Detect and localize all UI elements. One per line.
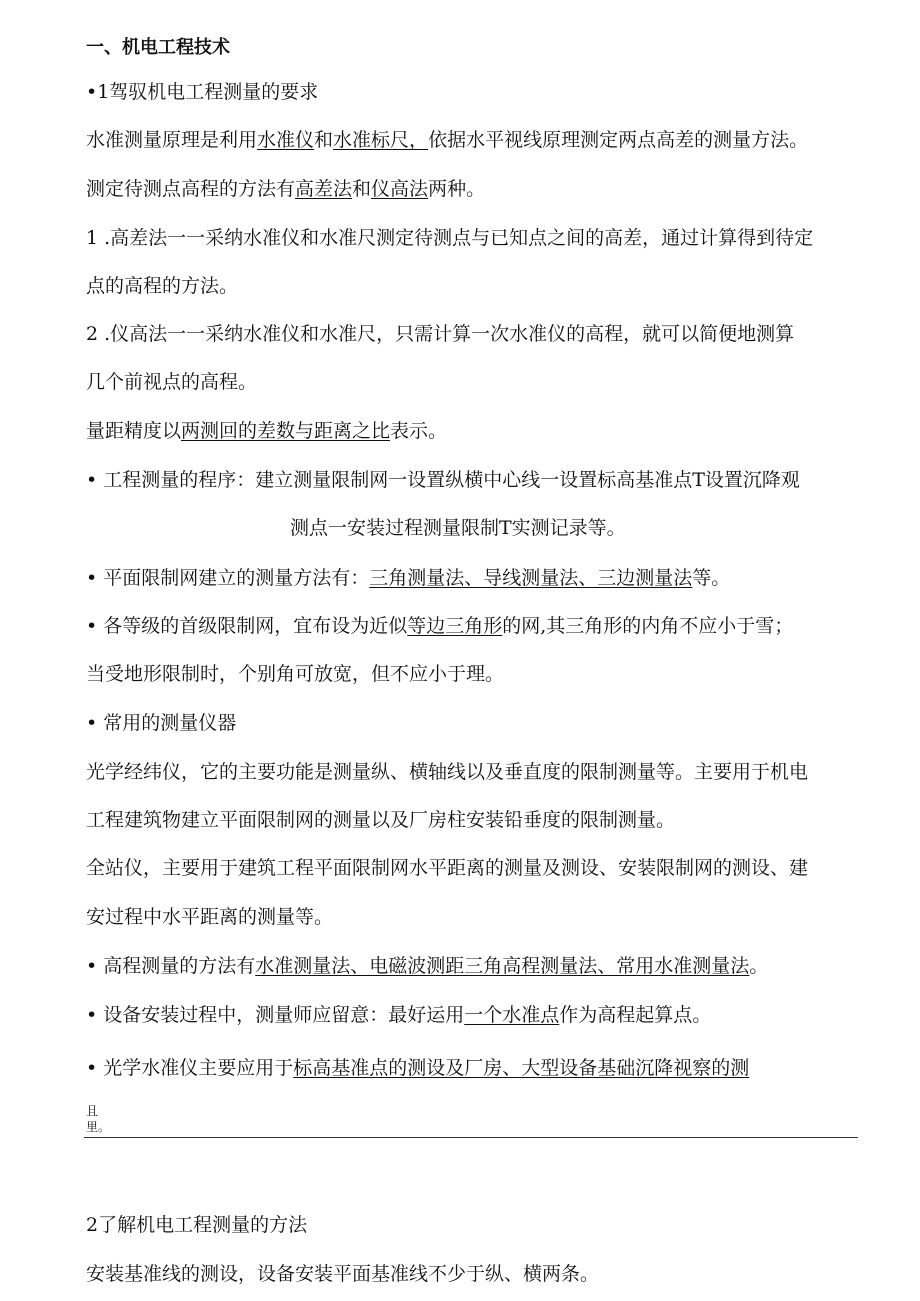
paragraph-theodolite-line-2: 工程建筑物建立平面限制网的测量以及厂房柱安装铅垂度的限制测量。 (86, 809, 676, 831)
paragraph-distance-accuracy: 量距精度以两测回的差数与距离之比表示。 (86, 420, 448, 442)
footnote-line-2: 里。 (86, 1120, 111, 1134)
paragraph-baseline: 安装基准线的测设，设备安装平面基准线不少于纵、横两条。 (86, 1263, 600, 1285)
bullet-common-instruments: • 常用的测量仪器 (86, 712, 237, 734)
bullet-primary-network-line-1: • 各等级的首级限制网，宜布设为近似等边三角形的网,其三角形的内角不应小于雪； (86, 615, 794, 637)
bullet-benchmark: • 设备安装过程中，测量师应留意：最好运用一个水准点作为高程起算点。 (86, 1004, 712, 1026)
paragraph-total-station-line-2: 安过程中水平距离的测量等。 (86, 906, 334, 928)
paragraph-total-station-line-1: 全站仪，主要用于建筑工程平面限制网水平距离的测量及测设、安装限制网的测设、建 (86, 857, 809, 879)
bullet-procedure-line-2: 测点一安装过程测量限制T实测记录等。 (290, 517, 626, 539)
bullet-elevation-methods: • 高程测量的方法有水准测量法、电磁波测距三角高程测量法、常用水准测量法。 (86, 955, 769, 977)
footnote-line-1: 且 (86, 1104, 99, 1118)
bullet-level-application: • 光学水准仪主要应用于标高基准点的测设及厂房、大型设备基础沉降视察的测 (86, 1057, 750, 1079)
item-2-line-1: 2 .仪高法一一采纳水准仪和水准尺，只需计算一次水准仪的高程，就可以简便地测算 (86, 323, 795, 345)
item-1-line-1: 1 .高差法一一采纳水准仪和水准尺测定待测点与已知点之间的高差，通过计算得到待定 (86, 227, 814, 249)
heading: 一、机电工程技术 (86, 37, 230, 58)
bullet-primary-network-line-2: 当受地形限制时，个别角可放宽，但不应小于理。 (86, 663, 505, 685)
paragraph-theodolite-line-1: 光学经纬仪，它的主要功能是测量纵、横轴线以及垂直度的限制测量等。主要用于机电 (86, 761, 809, 783)
section-1-title: •1驾驭机电工程测量的要求 (86, 81, 319, 103)
paragraph-leveling-principle: 水准测量原理是利用水准仪和水准标尺，依据水平视线原理测定两点高差的测量方法。 (86, 129, 809, 151)
bullet-procedure-line-1: • 工程测量的程序：建立测量限制网一设置纵横中心线一设置标高基准点T设置沉降观 (86, 469, 800, 491)
item-2-line-2: 几个前视点的高程。 (86, 371, 258, 393)
bullet-control-network-methods: • 平面限制网建立的测量方法有：三角测量法、导线测量法、三边测量法等。 (86, 567, 731, 589)
section-2-title: 2了解机电工程测量的方法 (86, 1214, 308, 1236)
horizontal-rule (84, 1137, 858, 1138)
item-1-line-2: 点的高程的方法。 (86, 275, 239, 297)
paragraph-elevation-methods: 测定待测点高程的方法有高差法和仪高法两种。 (86, 178, 486, 200)
